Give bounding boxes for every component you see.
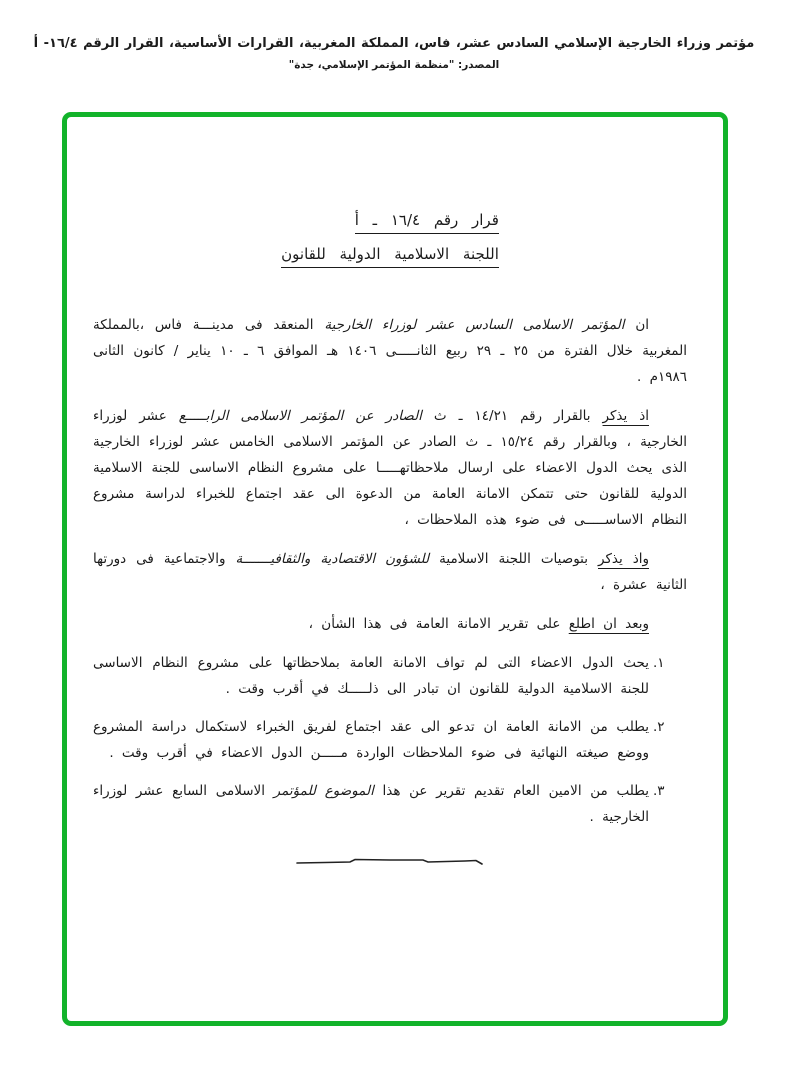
- text-segment: المنعقد فى مدينـــة فاس ،بالمملكة المغربية خلال الفترة من ٢٥ ـ ٢٩ ربيع الثانـــــى ١٤٠٦ هـ الموافق ٦ ـ ١٠ يناير / كانون الثانى ١٩٨٦م .: [93, 317, 687, 385]
- document-body: [93, 312, 687, 637]
- document-items: [93, 650, 687, 830]
- item-text: [93, 778, 649, 830]
- resolution-title-line1: قرار رقم ١٦/٤ ـ أ: [355, 211, 499, 234]
- resolution-title-line2: اللجنة الاسلامية الدولية للقانون: [281, 245, 499, 268]
- text-segment: وبعد ان اطلع: [568, 616, 649, 632]
- paragraph: [93, 611, 687, 637]
- text-segment: الاسلامى السابع عشر لوزراء الخارجية .: [93, 783, 649, 825]
- paragraph: [93, 312, 687, 390]
- header-title: مؤتمر وزراء الخارجية الإسلامي السادس عشر، فاس، المملكة المغربية، القرارات الأساسية، القرار الرقم ١٦/٤- أ: [33, 36, 755, 51]
- text-segment: واذ يذكر: [598, 551, 649, 567]
- text-segment: يطلب من الامانة العامة ان تدعو الى عقد اجتماع لفريق الخبراء لاستكمال دراسة المشروع ووضع صيغته النهائية فى ضوء الملاحظات الواردة مـــــن الدول الاعضاء في أقرب وقت .: [93, 719, 649, 761]
- paragraph: [93, 546, 687, 598]
- item-marker: .٣: [653, 783, 665, 799]
- text-segment: ان: [624, 317, 649, 333]
- page-header: [0, 36, 788, 71]
- text-segment: بتوصيات اللجنة الاسلامية: [429, 551, 598, 567]
- text-segment: عشر لوزراء الخارجية ، وبالقرار رقم ١٥/٢٤ ـ ث الصادر عن المؤتمر الاسلامى الخامس عشر لوزراء الخارجية الذى يحث الدول الاعضاء على ارسال ملاحظاتهـــــا على مشروع النظام الاساسى للجنة الاسلامية الدولية للقانون حتى تتمكن الامانة العامة من الدعوة الى عقد اجتماع للخبراء لدراسة مشروع النظام الاساســـــى فى ضوء هذه الملاحظات ،: [93, 408, 687, 528]
- document-page: [67, 117, 723, 1021]
- text-segment: للشؤون الاقتصادية والثقافيـــــــة: [235, 551, 430, 567]
- list-item: [93, 778, 687, 830]
- item-text: [93, 650, 649, 702]
- text-segment: والاجتماعية فى دورتها الثانية عشرة ،: [93, 551, 687, 593]
- item-text: [93, 714, 649, 766]
- text-segment: الصادر عن المؤتمر الاسلامى الرابـــــع: [178, 408, 422, 424]
- green-border-box: [62, 112, 728, 1026]
- text-segment: على تقرير الامانة العامة فى هذا الشأن ،: [308, 616, 569, 632]
- text-segment: اذ يذكر: [602, 408, 649, 424]
- list-item: [93, 714, 687, 766]
- resolution-title: [281, 211, 499, 268]
- list-item: [93, 650, 687, 702]
- header-source: المصدر: "منظمة المؤتمر الإسلامي، جدة": [288, 59, 500, 71]
- separator-line: [295, 855, 485, 867]
- text-segment: الموضوع للمؤتمر: [273, 783, 374, 799]
- item-marker: .١: [653, 655, 665, 671]
- paragraph: [93, 403, 687, 533]
- text-segment: بالقرار رقم ١٤/٢١ ـ ث: [421, 408, 603, 424]
- text-segment: يطلب من الامين العام تقديم تقرير عن هذا: [373, 783, 649, 799]
- separator-container: [290, 852, 490, 871]
- text-segment: يحث الدول الاعضاء التى لم تواف الامانة العامة بملاحظاتها على مشروع النظام الاساسى للجنة الاسلامية الدولية للقانون ان تبادر الى ذلـــــك في أقرب وقت .: [93, 655, 649, 697]
- item-marker: .٢: [653, 719, 665, 735]
- text-segment: المؤتمر الاسلامى السادس عشر لوزراء الخارجية: [324, 317, 625, 333]
